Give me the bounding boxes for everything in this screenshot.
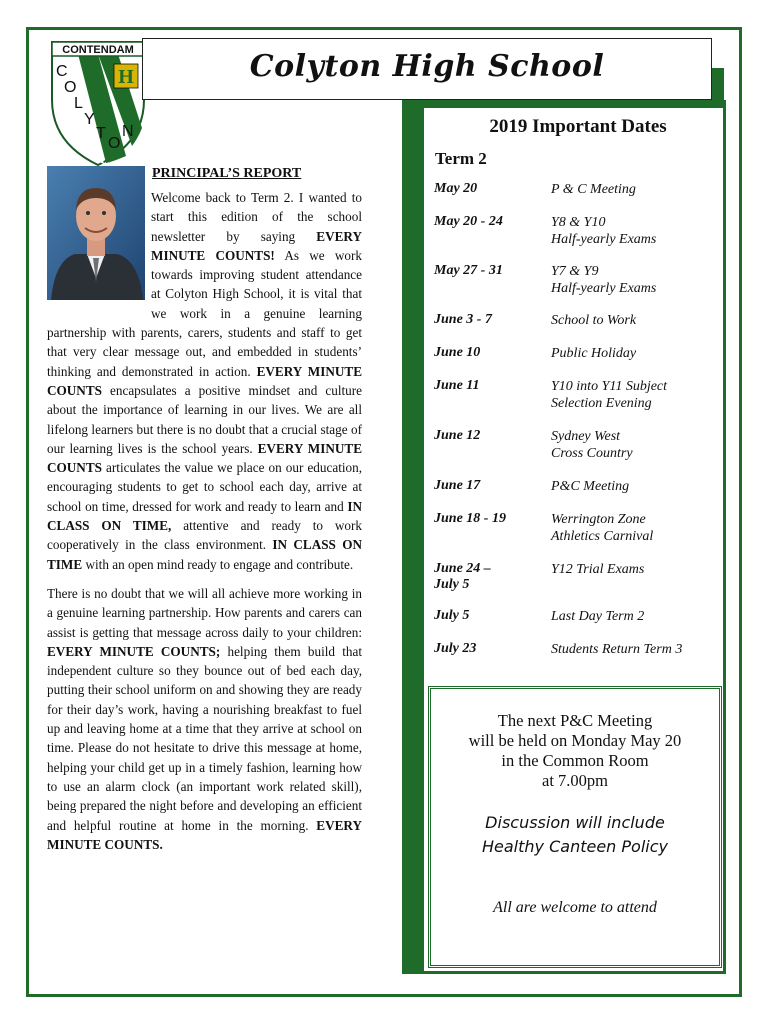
- date-label: [434, 608, 551, 625]
- crest-letter-y: Y: [84, 111, 95, 128]
- meeting-welcome: All are welcome to attend: [493, 899, 657, 916]
- date-label: [434, 561, 551, 593]
- event-label: [551, 561, 724, 593]
- date-row: [434, 608, 724, 625]
- event-label: [551, 181, 724, 198]
- event-label: [551, 378, 724, 412]
- date-label: [434, 641, 551, 658]
- date-row: [434, 312, 724, 329]
- event-line-1: Public Holiday: [551, 346, 637, 361]
- principals-report-heading: PRINCIPAL’S REPORT: [152, 166, 302, 181]
- event-label: [551, 214, 724, 248]
- term-heading: Term 2: [435, 149, 487, 168]
- crest-motto: CONTENDAM: [62, 44, 134, 56]
- school-title: Colyton High School: [249, 49, 605, 84]
- date-label: [434, 478, 551, 495]
- event-line-2: Half-yearly Exams: [551, 281, 657, 296]
- report-paragraph-2: There is no doubt that we will all achieve more working in a genuine learning partnership. How parents and carers can assist is getting that message across daily to your children: EVERY MINUTE COUNTS; helping them build that independent culture so they bounce out of bed each day, putting their school uniform on and showing they are ready for their day’s work, having a nourishing breakfast to fuel up and leaving home at a time that they arrive at school on time. Please do not hesitate to drive this message at home, helping your child get up in a timely fashion, learning how to use an alarm clock (an important work related skill), being prepared the night before and developing an efficient and helpful routine at home in the morning. EVERY MINUTE COUNTS.: [47, 585, 362, 852]
- date-row: [434, 428, 724, 462]
- crest-letter-o: O: [64, 79, 77, 96]
- event-label: [551, 478, 724, 495]
- title-box: [142, 38, 712, 100]
- meeting-line-1: The next P&C Meeting: [497, 711, 653, 730]
- date-value-2: July 5: [434, 577, 470, 592]
- event-label: [551, 641, 724, 658]
- meeting-line-4: at 7.00pm: [542, 771, 608, 790]
- date-label: [434, 511, 551, 545]
- date-label: [434, 181, 551, 198]
- event-line-1: School to Work: [551, 313, 637, 328]
- date-value: June 24 –: [434, 561, 491, 576]
- date-value: June 10: [434, 345, 481, 360]
- event-line-2: Cross Country: [551, 446, 633, 461]
- date-row: [434, 378, 724, 412]
- date-row: [434, 345, 724, 362]
- crest-letter-t: T: [96, 125, 106, 142]
- report-paragraph-1: Welcome back to Term 2. I wanted to start this edition of the school newsletter by saying EVERY MINUTE COUNTS! As we work towards improving student attendance at Colyton High School, it is vital that we work in a genuine learning partnership with parents, carers, students and staff to get that very clear message out, and embedded in students’ thinking and demonstrated in action. EVERY MINUTE COUNTS encapsulates a positive mindset and culture about the importance of learning in our lives. We are all lifelong learners but there is no doubt that a crucial stage of our learning lives is the school years. EVERY MINUTE COUNTS articulates the value we place on our education, encouraging students to get to school each day, arrive at school on time, dressed for work and ready to learn and IN CLASS ON TIME, attentive and ready to work cooperatively in the class environment. IN CLASS ON TIME with an open mind ready to engage and contribute.: [47, 190, 363, 572]
- green-divider-bar: [402, 100, 424, 974]
- event-label: [551, 345, 724, 362]
- event-line-2: Half-yearly Exams: [551, 232, 657, 247]
- pc-meeting-notice: [428, 686, 722, 968]
- meeting-discussion-1: Discussion will include: [485, 813, 665, 832]
- date-row: [434, 641, 724, 658]
- date-row: [434, 214, 724, 248]
- date-value: July 23: [434, 641, 477, 656]
- date-row: [434, 263, 724, 297]
- event-line-1: Y8 & Y10: [551, 215, 606, 230]
- school-crest-logo: [48, 38, 148, 168]
- event-line-1: Last Day Term 2: [551, 609, 645, 624]
- crest-letter-c: C: [56, 63, 68, 80]
- meeting-discussion-2: Healthy Canteen Policy: [482, 837, 668, 856]
- event-label: [551, 511, 724, 545]
- event-line-1: Werrington Zone: [551, 512, 646, 527]
- date-value: June 18 - 19: [434, 511, 506, 526]
- date-row: [434, 511, 724, 545]
- date-label: [434, 263, 551, 297]
- principals-report-body: [47, 188, 362, 864]
- date-value: June 12: [434, 428, 481, 443]
- date-value: May 20: [434, 181, 478, 196]
- date-value: July 5: [434, 608, 470, 623]
- date-value: May 20 - 24: [434, 214, 503, 229]
- event-line-1: Y10 into Y11 Subject: [551, 379, 668, 394]
- meeting-line-2: will be held on Monday May 20: [468, 731, 682, 750]
- event-label: [551, 428, 724, 462]
- crest-letter-l: L: [74, 95, 83, 112]
- important-dates-list: [434, 181, 724, 674]
- event-line-2: Selection Evening: [551, 396, 652, 411]
- date-row: [434, 181, 724, 198]
- event-line-1: Students Return Term 3: [551, 642, 683, 657]
- meeting-line-3: in the Common Room: [501, 751, 649, 770]
- event-line-1: Sydney West: [551, 429, 621, 444]
- event-label: [551, 608, 724, 625]
- event-line-1: Y7 & Y9: [551, 264, 599, 279]
- crest-letter-n: N: [122, 123, 134, 140]
- event-line-1: Y12 Trial Exams: [551, 562, 645, 577]
- event-label: [551, 312, 724, 329]
- date-value: June 11: [434, 378, 480, 393]
- date-label: [434, 378, 551, 412]
- date-row: [434, 561, 724, 593]
- date-value: June 3 - 7: [434, 312, 492, 327]
- date-label: [434, 428, 551, 462]
- event-label: [551, 263, 724, 297]
- event-line-1: P&C Meeting: [551, 479, 630, 494]
- date-row: [434, 478, 724, 495]
- important-dates-heading: 2019 Important Dates: [489, 116, 667, 137]
- date-label: [434, 312, 551, 329]
- event-line-1: P & C Meeting: [551, 182, 636, 197]
- event-line-2: Athletics Carnival: [551, 529, 654, 544]
- crest-hs-monogram-icon: H: [118, 66, 134, 88]
- date-value: May 27 - 31: [434, 263, 503, 278]
- crest-letter-o2: O: [108, 135, 121, 152]
- date-label: [434, 214, 551, 248]
- date-value: June 17: [434, 478, 481, 493]
- date-label: [434, 345, 551, 362]
